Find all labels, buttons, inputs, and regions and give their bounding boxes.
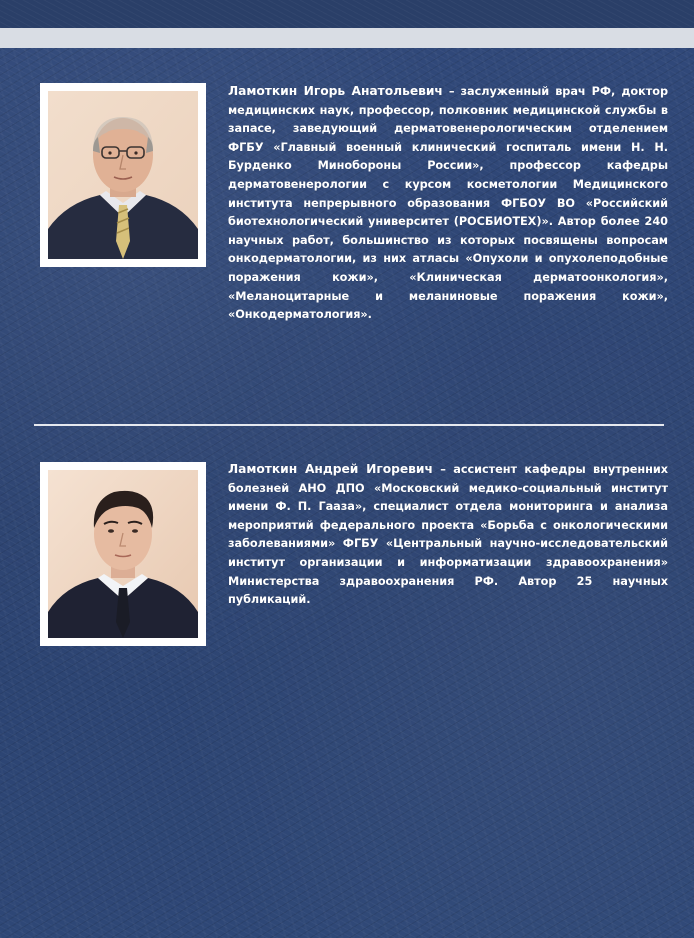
top-stripe — [0, 28, 694, 48]
author2-name: Ламоткин Андрей Игоревич — [228, 462, 433, 476]
author1-photo — [40, 83, 206, 267]
author1-bio — [228, 82, 668, 325]
top-band — [0, 0, 694, 28]
author2-bio-text: – ассистент кафедры внутренних болезней АНО ДПО «Московский медико-социальный институт имени Ф. П. Гааза», специалист отдела мониторинга и анализа мероприятий федерального проекта «Борьба с онкологическими заболеваниями» ФГБУ «Центральный научно-исследовательский институт организации и информатизации здравоохранения» Министерства здравоохранения РФ. Автор 25 научных публикаций. — [228, 463, 668, 607]
author2-bio — [228, 460, 668, 610]
author2-photo — [40, 462, 206, 646]
author1-name: Ламоткин Игорь Анатольевич — [228, 84, 443, 98]
section-divider — [34, 424, 664, 426]
portrait-photo-icon — [48, 470, 198, 638]
portrait-photo-icon — [48, 91, 198, 259]
author1-bio-text: – заслуженный врач РФ, доктор медицинских наук, профессор, полковник медицинской службы в запасе, заведующий дерматовенерологическим отделением ФГБУ «Главный военный клинический госпиталь имени Н. Н. Бурденко Минобороны России», профессор кафедры дерматовенерологии с курсом косметологии Медицинского института непрерывного образования ФГБОУ ВО «Российский биотехнологический университет (РОСБИОТЕХ)». Автор более 240 научных работ, большинство из которых посвящены вопросам онкодерматологии, из них атласы «Опухоли и опухолеподобные поражения кожи», «Клиническая дерматоонкология», «Меланоцитарные и меланиновые поражения кожи», «Онкодерматология». — [228, 85, 668, 322]
